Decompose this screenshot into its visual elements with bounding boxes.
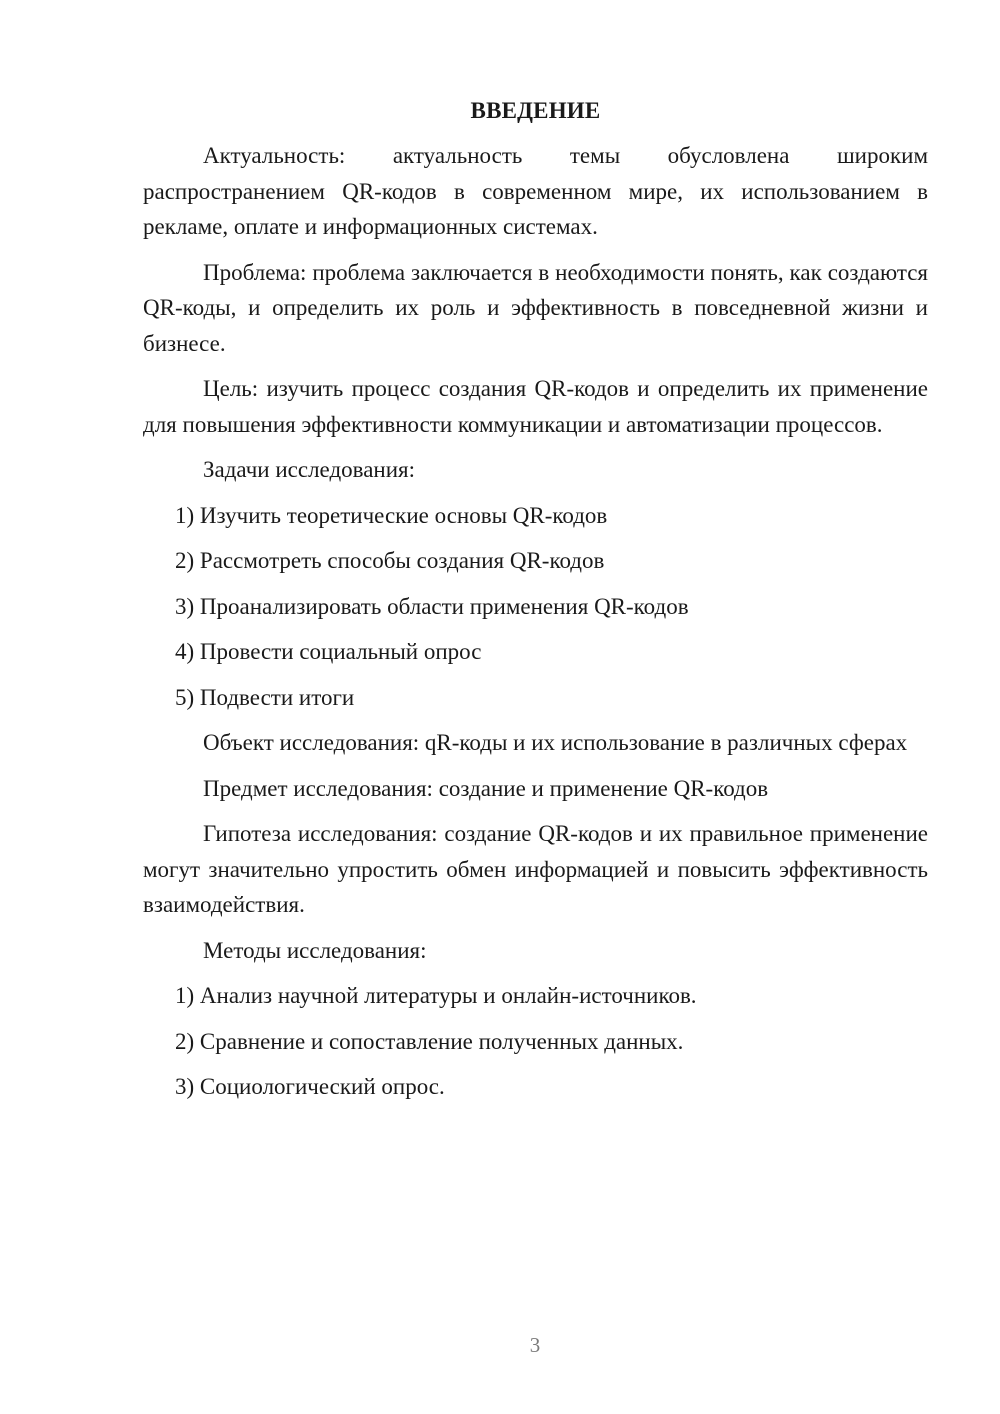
paragraph-relevance: Актуальность: актуальность темы обусловлена широким распространением QR-кодов в современном мире, их использованием в рекламе, оплате и информационных системах. — [143, 143, 928, 239]
methods-label: Методы исследования: — [203, 937, 427, 963]
paragraph-object: Объект исследования: qR-коды и их использование в различных сферах — [203, 730, 908, 755]
methods-list — [143, 978, 928, 1105]
tasks-list — [143, 498, 928, 716]
section-heading: ВВЕДЕНИЕ — [470, 98, 601, 123]
paragraph-subject: Предмет исследования: создание и применение QR-кодов — [203, 775, 769, 801]
tasks-label: Задачи исследования: — [203, 457, 416, 482]
list-item: 4) Провести социальный опрос — [175, 639, 482, 664]
paragraph-problem: Проблема: проблема заключается в необходимости понять, как создаются QR-коды, и определить их роль и эффективность в повседневной жизни и бизнесе. — [143, 259, 928, 356]
paragraph-goal: Цель: изучить процесс создания QR-кодов и определить их применение для повышения эффективности коммуникации и автоматизации процессов. — [143, 376, 928, 437]
list-item: 2) Рассмотреть способы создания QR-кодов — [175, 548, 605, 573]
list-item: 1) Изучить теоретические основы QR-кодов — [175, 502, 608, 528]
page-number: 3 — [529, 1333, 541, 1357]
list-item: 3) Проанализировать области применения QR-кодов — [175, 593, 689, 619]
list-item: 5) Подвести итоги — [175, 684, 355, 710]
list-item: 3) Социологический опрос. — [175, 1074, 445, 1099]
page-content — [143, 94, 928, 1115]
list-item: 1) Анализ научной литературы и онлайн-источников. — [175, 983, 697, 1008]
list-item: 2) Сравнение и сопоставление полученных данных. — [175, 1028, 684, 1054]
paragraph-hypothesis: Гипотеза исследования: создание QR-кодов и их правильное применение могут значительно упростить обмен информацией и повысить эффективность взаимодействия. — [143, 821, 928, 917]
